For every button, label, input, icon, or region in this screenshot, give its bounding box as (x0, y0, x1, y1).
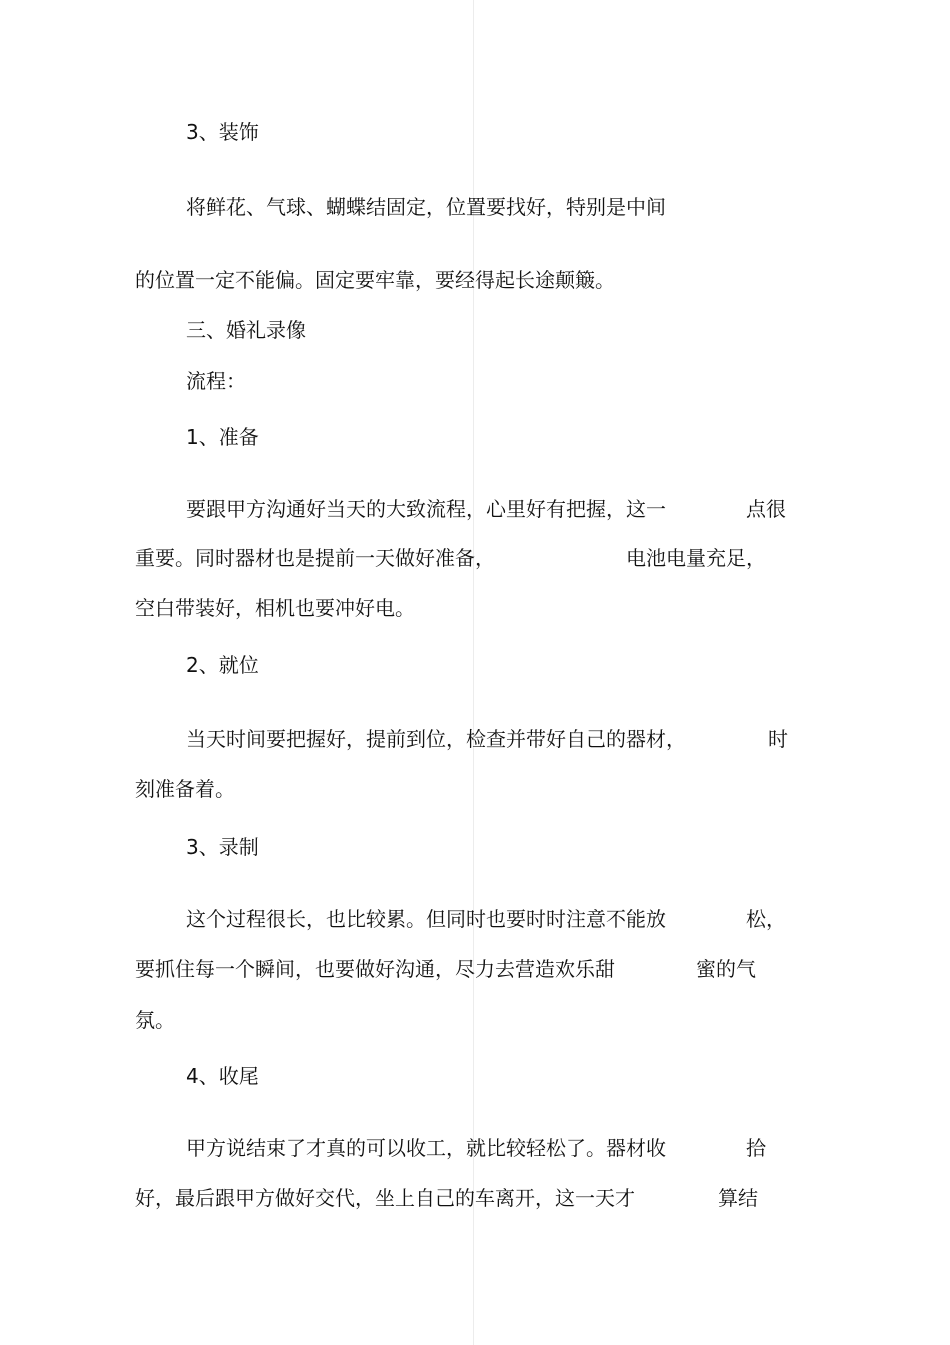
paragraph-line: 将鲜花、气球、蝴蝶结固定，位置要找好，特别是中间 (186, 195, 666, 219)
paragraph-line: 当天时间要把握好，提前到位，检查并带好自己的器材， (186, 727, 686, 751)
paragraph-line: 甲方说结束了才真的可以收工，就比较轻松了。器材收 (186, 1136, 666, 1160)
paragraph-line-end: 电池电量充足， (626, 546, 766, 570)
section-heading-decoration: 3、装饰 (186, 120, 259, 144)
paragraph-line: 重要。同时器材也是提前一天做好准备， (135, 546, 495, 570)
step-heading-prepare: 1、准备 (186, 425, 259, 449)
paragraph-line-end: 松， (746, 907, 786, 931)
paragraph-line: 要跟甲方沟通好当天的大致流程，心里好有把握，这一 (186, 497, 666, 521)
paragraph-line: 的位置一定不能偏。固定要牢靠，要经得起长途颠簸。 (135, 268, 615, 292)
process-label: 流程： (186, 369, 246, 393)
paragraph-line-end: 蜜的气 (696, 957, 756, 981)
step-heading-wrap-up: 4、收尾 (186, 1064, 259, 1088)
paragraph-line-end: 算结 (718, 1186, 758, 1210)
step-heading-in-position: 2、就位 (186, 653, 259, 677)
paragraph-line: 好，最后跟甲方做好交代，坐上自己的车离开，这一天才 (135, 1186, 635, 1210)
paragraph-line-end: 点很 (746, 497, 786, 521)
paragraph-line: 要抓住每一个瞬间，也要做好沟通，尽力去营造欢乐甜 (135, 957, 615, 981)
paragraph-line: 氛。 (135, 1008, 175, 1032)
paragraph-line: 这个过程很长，也比较累。但同时也要时时注意不能放 (186, 907, 666, 931)
paragraph-line-end: 拾 (746, 1136, 766, 1160)
paragraph-line: 空白带装好，相机也要冲好电。 (135, 596, 415, 620)
step-heading-recording: 3、录制 (186, 835, 259, 859)
paragraph-line-end: 时 (768, 727, 788, 751)
section-heading-wedding-video: 三、婚礼录像 (186, 318, 306, 342)
paragraph-line: 刻准备着。 (135, 777, 235, 801)
